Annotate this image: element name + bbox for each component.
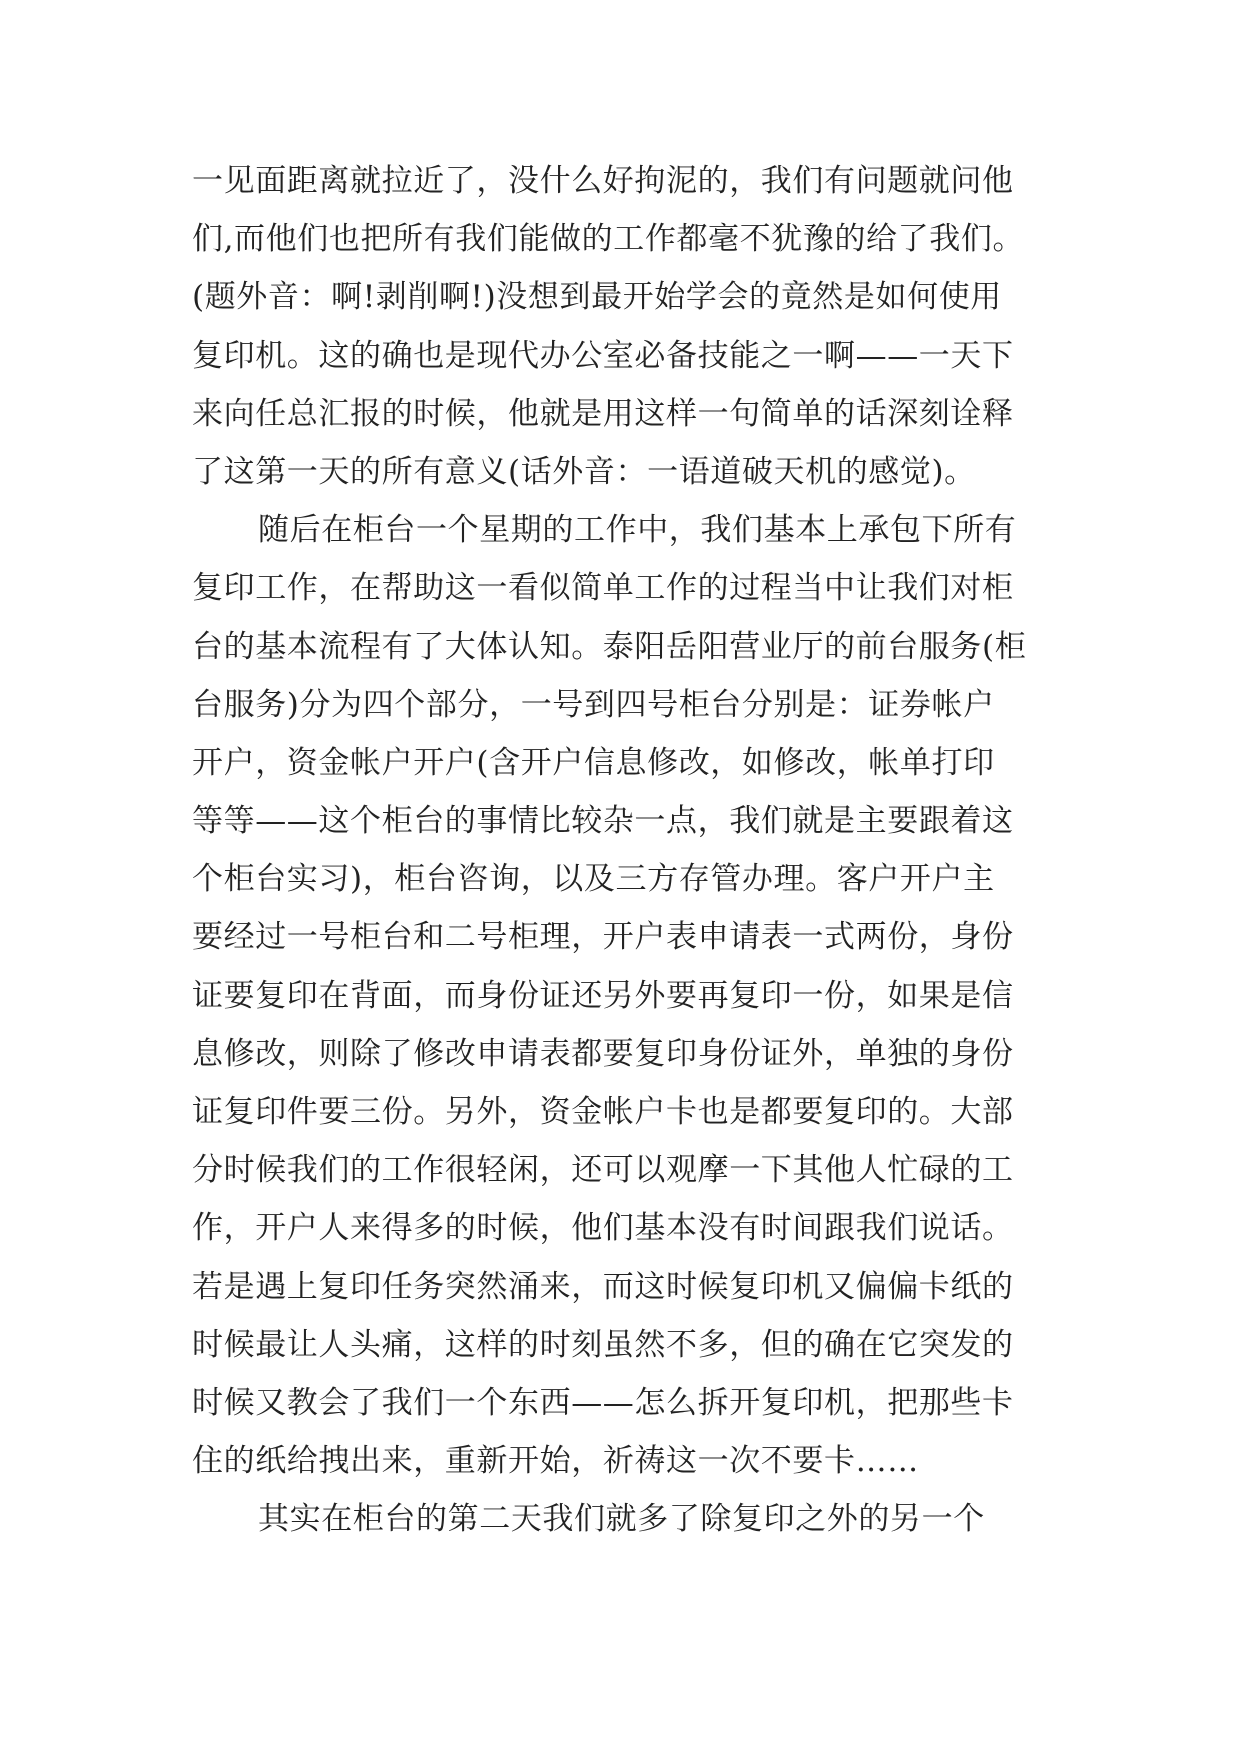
text-line: 分时候我们的工作很轻闲，还可以观摩一下其他人忙碌的工 bbox=[192, 1152, 1014, 1189]
text-line: 一见面距离就拉近了，没什么好拘泥的，我们有问题就问他 bbox=[192, 163, 1014, 199]
paragraph-start-line: 随后在柜台一个星期的工作中，我们基本上承包下所有 bbox=[258, 512, 1017, 549]
text-line: 们,而他们也把所有我们能做的工作都毫不犹豫的给了我们。 bbox=[192, 221, 1025, 258]
text-line: 要经过一号柜台和二号柜理，开户表申请表一式两份，身份 bbox=[192, 919, 1014, 956]
text-line: 了这第一天的所有意义(话外音：一语道破天机的感觉)。 bbox=[192, 453, 976, 490]
text-line: 台的基本流程有了大体认知。泰阳岳阳营业厅的前台服务(柜 bbox=[192, 628, 1027, 665]
text-line: 复印工作，在帮助这一看似简单工作的过程当中让我们对柜 bbox=[192, 570, 1014, 607]
text-line: 开户，资金帐户开户(含开户信息修改，如修改，帐单打印 bbox=[192, 744, 995, 781]
text-line: 住的纸给拽出来，重新开始，祈祷这一次不要卡…… bbox=[192, 1443, 919, 1480]
text-line: 复印机。这的确也是现代办公室必备技能之一啊——一天下 bbox=[192, 337, 1014, 374]
text-line: 时候又教会了我们一个东西——怎么拆开复印机，把那些卡 bbox=[192, 1384, 1014, 1421]
text-line: 若是遇上复印任务突然涌来，而这时候复印机又偏偏卡纸的 bbox=[192, 1268, 1014, 1305]
text-line: 台服务)分为四个部分，一号到四号柜台分别是：证券帐户 bbox=[192, 686, 995, 723]
paragraph-start-line: 其实在柜台的第二天我们就多了除复印之外的另一个 bbox=[258, 1501, 985, 1538]
text-line: 个柜台实习)，柜台咨询，以及三方存管办理。客户开户主 bbox=[192, 861, 995, 898]
text-line: 证要复印在背面，而身份证还另外要再复印一份，如果是信 bbox=[192, 977, 1014, 1014]
text-line: 时候最让人头痛，这样的时刻虽然不多，但的确在它突发的 bbox=[192, 1326, 1014, 1363]
text-line: 等等——这个柜台的事情比较杂一点，我们就是主要跟着这 bbox=[192, 803, 1014, 840]
text-line: 证复印件要三份。另外，资金帐户卡也是都要复印的。大部 bbox=[192, 1094, 1014, 1130]
text-line: 来向任总汇报的时候，他就是用这样一句简单的话深刻诠释 bbox=[192, 395, 1014, 432]
text-line: (题外音：啊!剥削啊!)没想到最开始学会的竟然是如何使用 bbox=[192, 279, 1002, 316]
body-text bbox=[192, 152, 1072, 1549]
text-line: 息修改，则除了修改申请表都要复印身份证外，单独的身份 bbox=[192, 1035, 1014, 1072]
text-line: 作，开户人来得多的时候，他们基本没有时间跟我们说话。 bbox=[192, 1210, 1014, 1247]
